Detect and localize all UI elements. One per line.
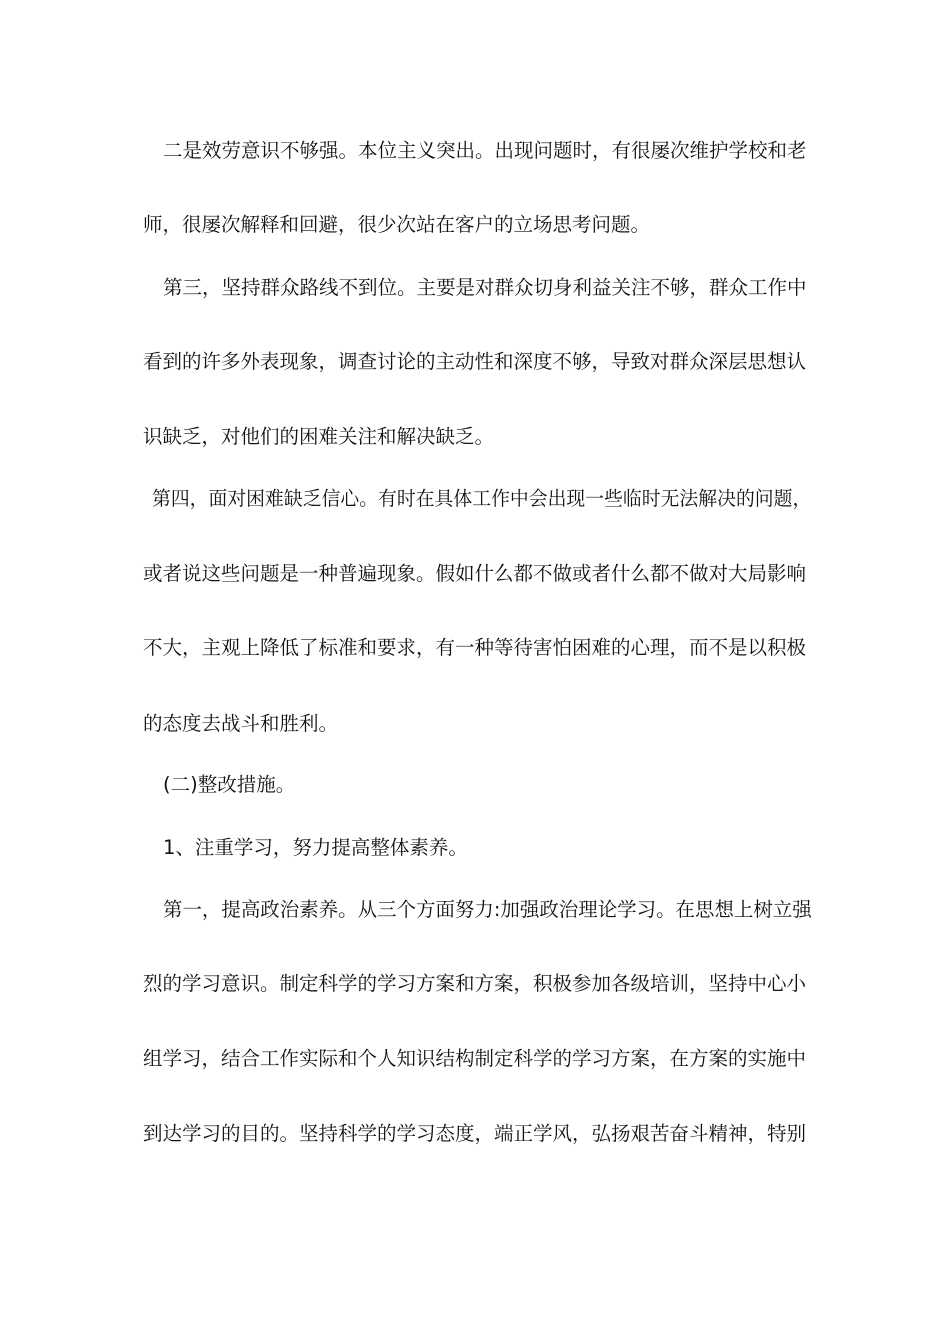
text-line: 二是效劳意识不够强。本位主义突出。出现问题时，有很屡次维护学校和老 bbox=[163, 139, 807, 162]
text-line: 不大，主观上降低了标准和要求，有一种等待害怕困难的心理，而不是以积极 bbox=[143, 636, 807, 659]
text-line: 到达学习的目的。坚持科学的学习态度，端正学风，弘扬艰苦奋斗精神，特别 bbox=[143, 1122, 807, 1145]
text-line: 第一，提高政治素养。从三个方面努力:加强政治理论学习。在思想上树立强 bbox=[163, 898, 812, 921]
text-line: 识缺乏，对他们的困难关注和解决缺乏。 bbox=[143, 425, 495, 448]
section-heading: (二)整改措施。 bbox=[163, 773, 296, 796]
text-line: 师，很屡次解释和回避，很少次站在客户的立场思考问题。 bbox=[143, 213, 651, 236]
text-line: 第三，坚持群众路线不到位。主要是对群众切身利益关注不够，群众工作中 bbox=[163, 276, 807, 299]
text-line: 的态度去战斗和胜利。 bbox=[143, 712, 339, 735]
text-line: 第四，面对困难缺乏信心。有时在具体工作中会出现一些临时无法解决的问题， bbox=[152, 487, 812, 510]
numbered-heading: 1、注重学习，努力提高整体素养。 bbox=[163, 836, 468, 859]
text-line: 组学习，结合工作实际和个人知识结构制定科学的学习方案，在方案的实施中 bbox=[143, 1047, 807, 1070]
text-line: 看到的许多外表现象，调查讨论的主动性和深度不够，导致对群众深层思想认 bbox=[143, 350, 807, 373]
text-line: 或者说这些问题是一种普遍现象。假如什么都不做或者什么都不做对大局影响 bbox=[143, 562, 807, 585]
text-line: 烈的学习意识。制定科学的学习方案和方案，积极参加各级培训，坚持中心小 bbox=[143, 972, 807, 995]
